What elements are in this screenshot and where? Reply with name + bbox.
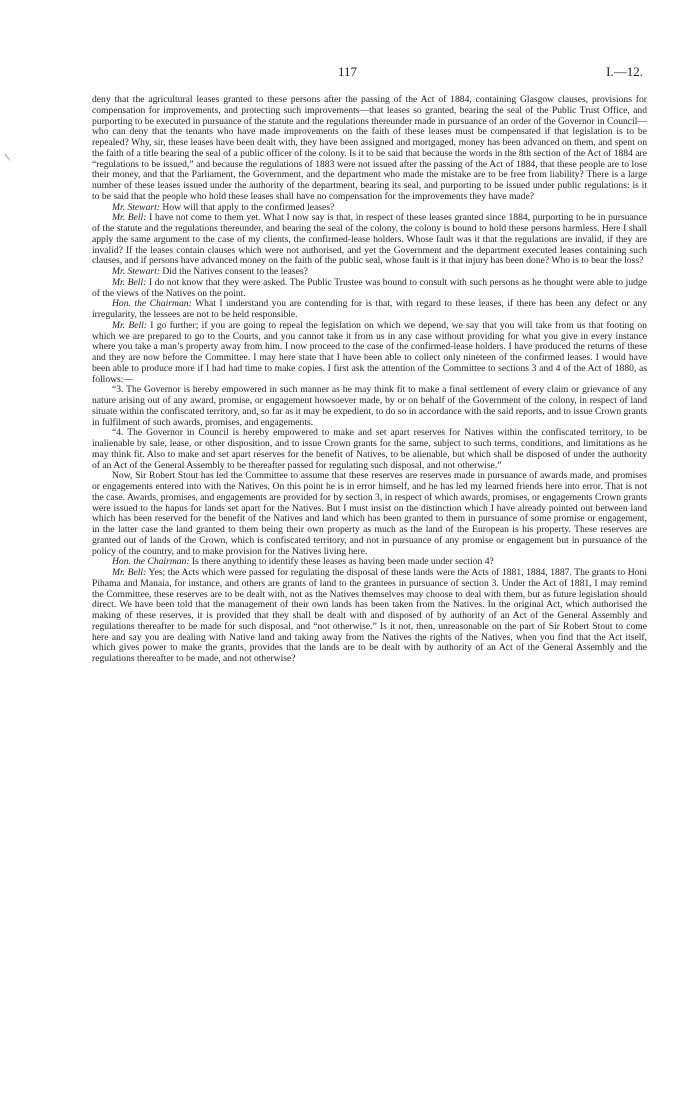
speaker-name: Mr. Stewart: bbox=[112, 201, 160, 213]
paragraph bbox=[92, 321, 647, 386]
paragraph bbox=[92, 95, 647, 203]
document-reference: I.—12. bbox=[606, 64, 643, 79]
speaker-name: Mr. Bell: bbox=[112, 276, 147, 288]
paragraph-text: I do not know that they were asked. The Public Trustee was bound to consult with such persons as he thought were able to judge of the views of the Natives on the point. bbox=[92, 276, 647, 299]
speaker-name: Mr. Bell: bbox=[112, 567, 147, 578]
page-number: 117 bbox=[338, 64, 358, 79]
quoted-section-3 bbox=[92, 385, 647, 428]
paragraph bbox=[92, 568, 647, 665]
paragraph-text: deny that the agricultural leases granted to these persons after the passing of the Act of 1884, containing Glasgow clauses, provisions for compensation for improvements, and protecting such improvements—that leases so granted, bearing the seal of the Public Trust Office, and purporting to be executed in pursuance of the statute and the regulations thereunder made in pursuance of an order of the Governor in Council—who can deny that the tenants who have made improvements on the faith of these leases must be compensated if that legislation is to be repealed? Why, sir, these leases have been dealt with, they have been assigned and mortgaged, money has been advanced on them, and spent on the faith of a title bearing the seal of a public officer of the colony. Is it to be said that because the words in the 8th section of the Act of 1884 are “regulations to be issued,” and because the regulations of 1883 were not issued after the passing of the Act of 1884, that these people are to lose their money, and that the Parliament, the Government, and the department who made the mistake are to be free from liability? There is a large number of these leases issued under the authority of the department, bearing its seal, and purporting to be issued under public regulations: is it to be said that the people who hold these leases shall have no compensation for the improvements they have made? bbox=[92, 94, 647, 202]
speaker-name: Mr. Bell: bbox=[112, 319, 147, 331]
paragraph-text: “4. The Governor in Council is hereby empowered to make and set apart reserves for Natives within the confiscated territory, to be inalienable by sale, lease, or other disposition, and to issue Crown grants for the same, subject to such terms, conditions, and limitations as he may think fit. Also to make and set apart reserves for the benefit of Natives, to be alienable, but which shall be disposed of under the authority of an Act of the General Assembly to be thereafter passed for regulating such disposal, and not otherwise.” bbox=[92, 427, 647, 471]
paragraph-text: I have not come to them yet. What I now say is that, in respect of these leases granted since 1884, purporting to be in pursuance of the statute and the regulations thereunder, and bearing the seal of the colony, the colony is bound to hold these persons harmless. Here I shall apply the same argument to the case of my clients, the confirmed-lease holders. Whose fault was it that the regulations are invalid, if they are invalid? If the leases contain clauses which were not authorised, and yet the Government and the department executed leases containing such clauses, and if persons have advanced money on the faith of the public seal, whose fault is it that injury has been done? Who is to bear the loss? bbox=[92, 212, 647, 267]
paragraph bbox=[92, 471, 647, 557]
body-text bbox=[92, 95, 647, 665]
quoted-section-4 bbox=[92, 428, 647, 471]
speaker-name: Hon. the Chairman: bbox=[112, 556, 190, 568]
speaker-name: Mr. Stewart: bbox=[112, 266, 160, 277]
speaker-name: Mr. Bell: bbox=[112, 212, 147, 224]
paragraph-text: How will that apply to the confirmed leases? bbox=[162, 201, 335, 213]
page-header bbox=[0, 64, 700, 82]
paragraph-text: “3. The Governor is hereby empowered in such manner as he may think fit to make a final settlement of every claim or grievance of any nature arising out of any award, promise, or engagement howsoever made, by or on behalf of the Government of the colony, in respect of land situate within the confiscated territory, and, so far as it may be expedient, to do so in accordance with the said reports, and to issue Crown grants in fulfilment of such awards, promises, and engagements. bbox=[92, 384, 647, 428]
paragraph bbox=[92, 299, 647, 321]
paragraph bbox=[92, 278, 647, 300]
paragraph-text: Did the Natives consent to the leases? bbox=[162, 266, 308, 277]
margin-mark: \ bbox=[3, 149, 12, 165]
paragraph-text: What I understand you are contending for is that, with regard to these leases, if there has been any defect or any irregularity, the lessees are not to be held responsible. bbox=[92, 298, 647, 320]
paragraph-text: Now, Sir Robert Stout has led the Committee to assume that these reserves are reserves made in pursuance of awards made, and promises or engagements entered into with the Natives. On this point he is in error himself, and he has led my learned friends here into error. That is not the case. Awards, promises, and engagements are provided for by section 3, in respect of which awards, promises, or engagements Crown grants were issued to the hapus for lands set apart for the Natives. But I must insist on the distinction which I have already pointed out between land which has been reserved for the benefit of the Natives and land which has been granted to them in pursuance of some promise or engagement, in the latter case the land granted to them being their own property as much as the land of the European is his property. These reserves are granted out of lands of the Crown, which is confiscated territory, and not in pursuance of any promise or engagement but in pursuance of the policy of the country, and to make provision for the Natives living here. bbox=[92, 470, 647, 557]
speaker-name: Hon. the Chairman: bbox=[112, 298, 192, 310]
paragraph-text: I go further; if you are going to repeal the legislation on which we depend, we say that you will take from us that footing on which we are prepared to go to the Courts, and you cannot take it from us in any case without providing for what you give in every instance where you take a man’s property away from him. I now proceed to the case of the confirmed-lease holders. I have produced the returns of these and they are now before the Committee. I may here state that I have been able to collect only nineteen of the confirmed leases. I would have been able to produce more if I had had time to make copies. I first ask the attention of the Committee to sections 3 and 4 of the Act of 1880, as follows:— bbox=[92, 319, 647, 385]
paragraph-text: Is there anything to identify these leases as having been made under section 4? bbox=[191, 556, 494, 568]
paragraph-text: Yes; the Acts which were passed for regulating the disposal of these lands were the Acts of 1881, 1884, 1887. The grants to Honi Pihama and Manaia, for instance, and others are grants of land to the grantees in pursuance of section 3. Under the Act of 1881, I may remind the Committee, these reserves are to be dealt with, not as the Natives themselves may choose to deal with them, but as future legislation should direct. We have been told that the management of their own lands has been taken from the Natives. In the original Act, which authorised the making of these reserves, it is provided that they shall be dealt with and disposed of by authority of an Act of the General Assembly and regulations thereafter to be made for such disposal, and “not otherwise.” Is it not, then, unreasonable on the part of Sir Robert Stout to come here and say you are dealing with Native land and taking away from the Natives the rights of the Natives, when you find that the Act itself, which gives power to make the grants, provides that the lands are to be dealt with by authority of an Act of the General Assembly and the regulations thereafter to be made, and not otherwise? bbox=[92, 567, 647, 664]
paragraph bbox=[92, 213, 647, 267]
